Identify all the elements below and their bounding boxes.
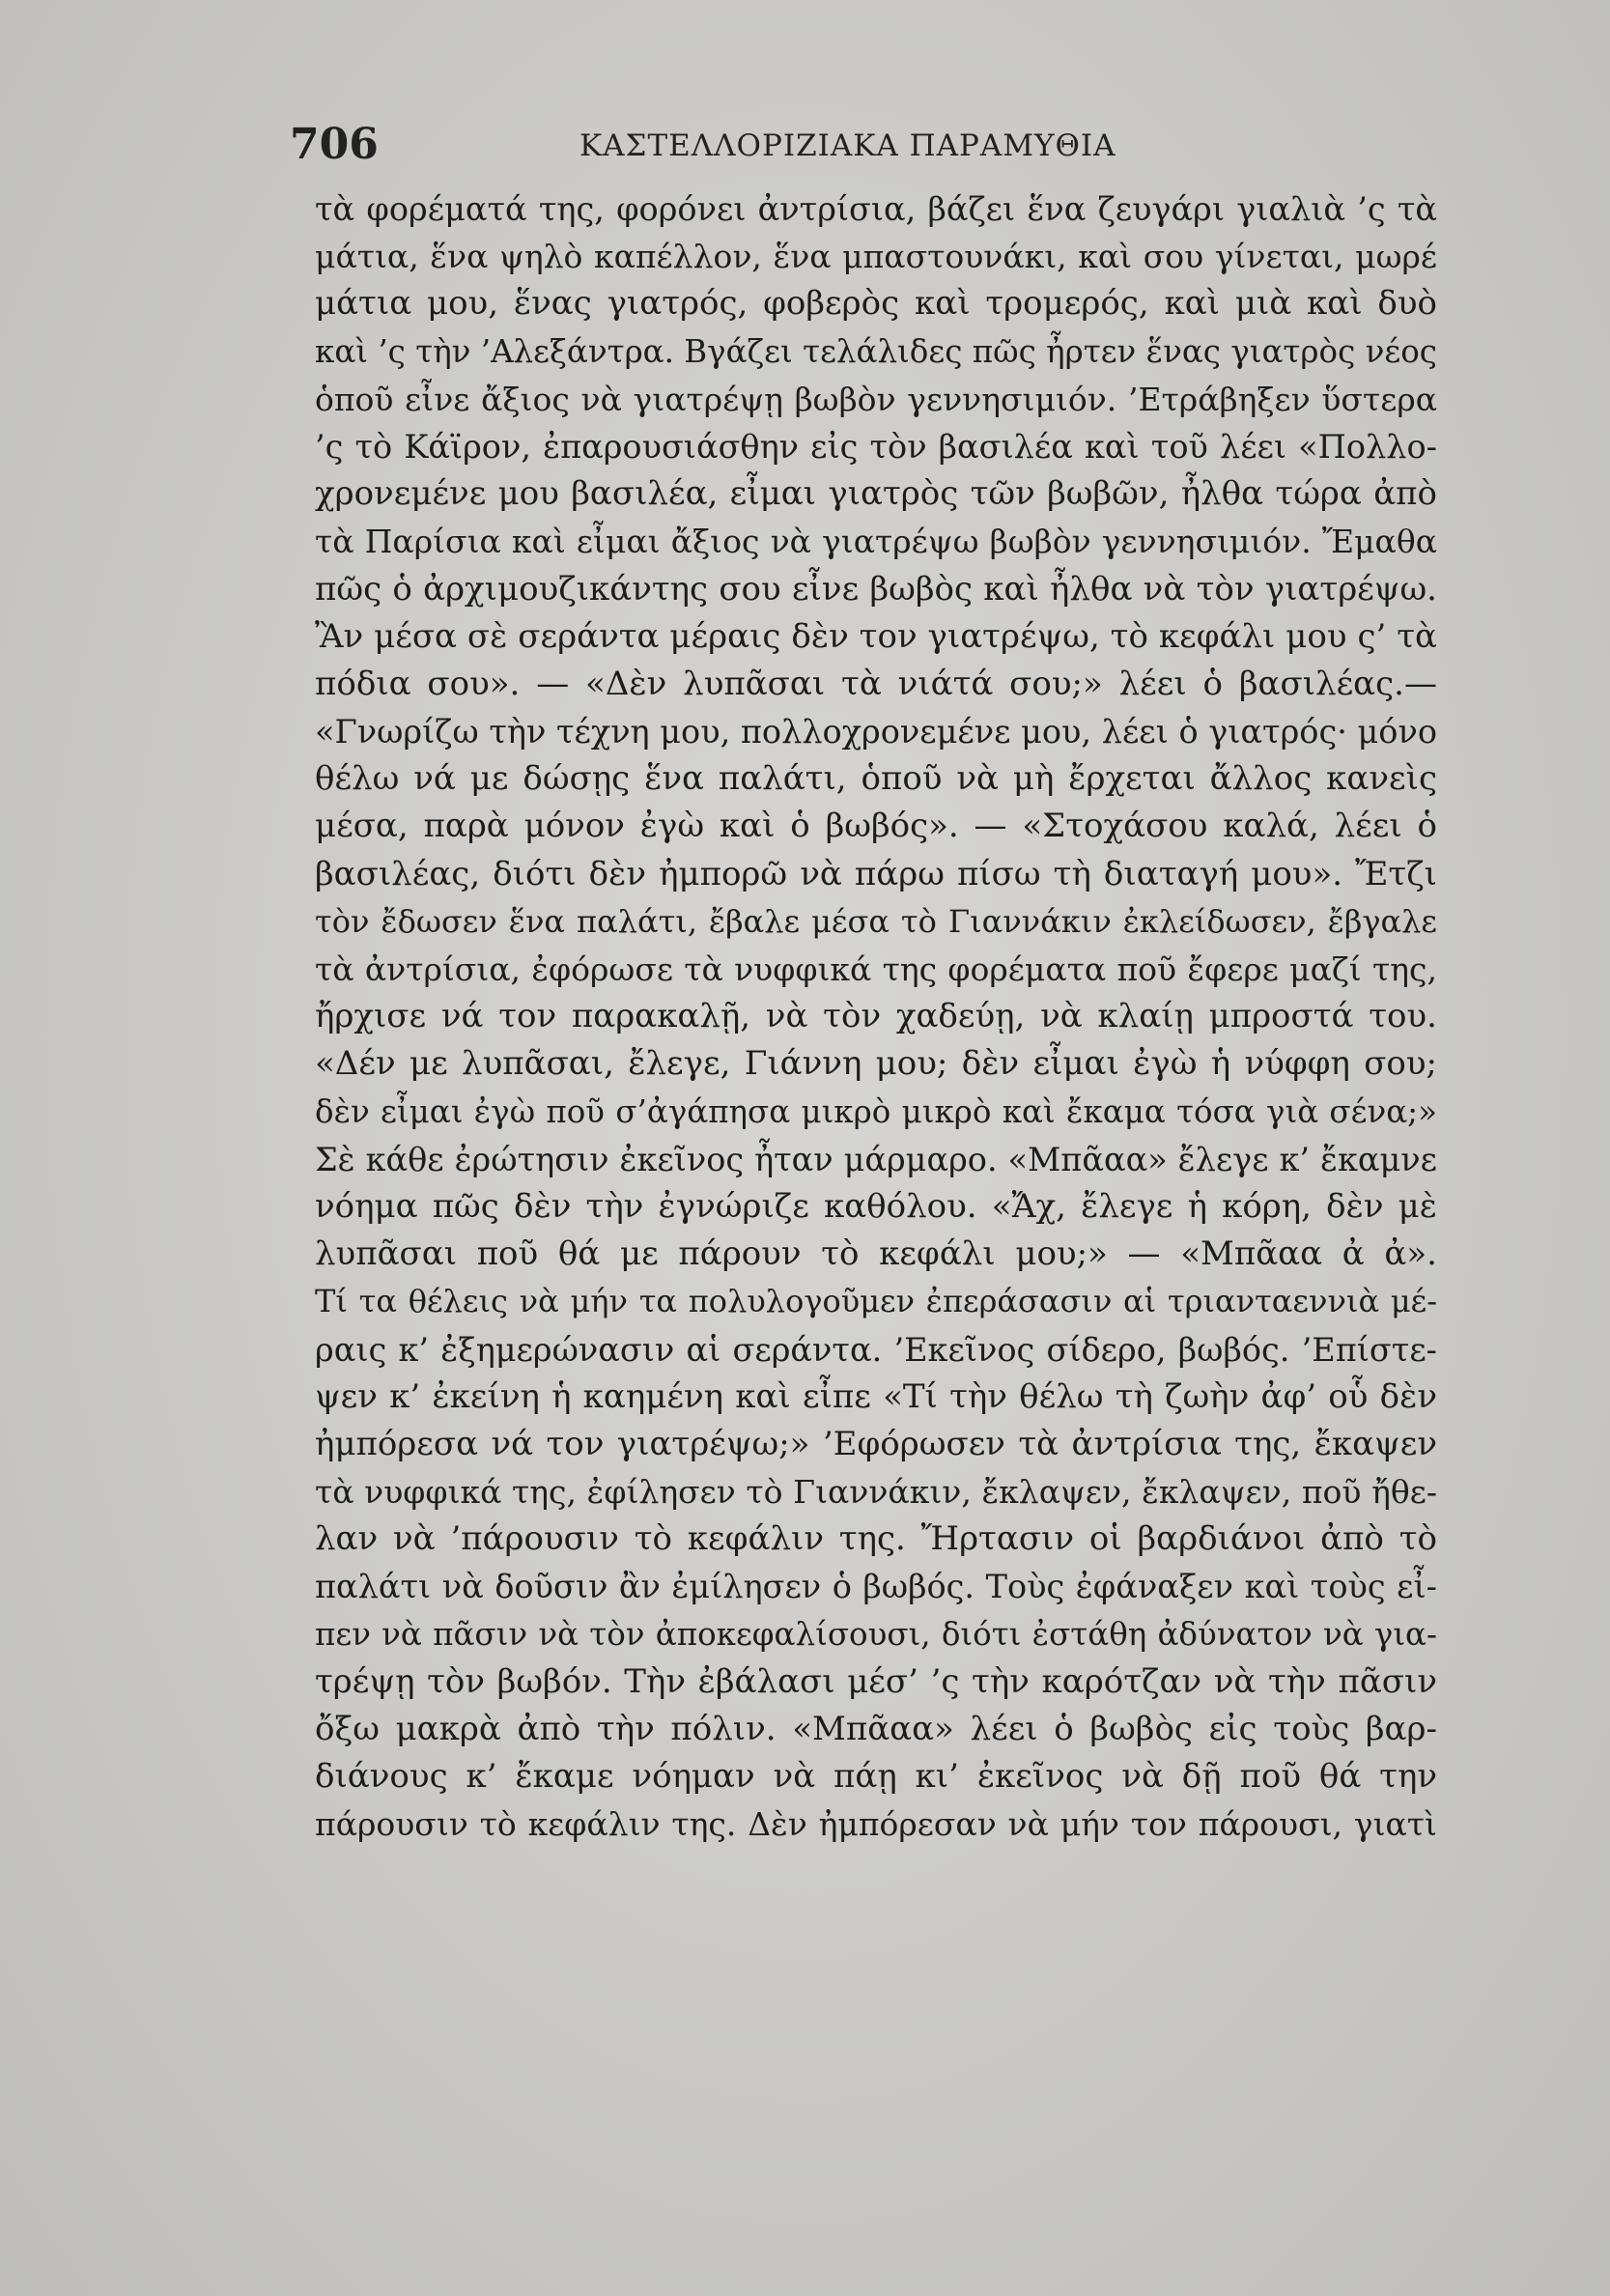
text-line: θέλω νά με δώσῃς ἕνα παλάτι, ὁποῦ νὰ μὴ ἔρχεται ἄλλος κανεὶς [315, 759, 1437, 799]
text-line: λαν νὰ ’πάρουσιν τὸ κεφάλιν της. Ἤρτασιν οἱ βαρδιάνοι ἀπὸ τὸ [315, 1519, 1437, 1559]
running-title: ΚΑΣΤΕΛΛΟΡΙΖΙΑΚΑ ΠΑΡΑΜΥΘΙΑ [579, 128, 1116, 163]
text-line: λυπᾶσαι ποῦ θά με πάρουν τὸ κεφάλι μου;» — «Μπᾶαα ἀ ἀ». [315, 1234, 1437, 1274]
text-line: ἤρχισε νά τον παρακαλῇ, νὰ τὸν χαδεύῃ, νὰ κλαίῃ μπροστά του. [315, 997, 1437, 1036]
text-line: ὁποῦ εἶνε ἄξιος νὰ γιατρέψῃ βωβὸν γεννησιμιόν. ’Ετράβηξεν ὕστερα [315, 380, 1437, 418]
page-number: 706 [290, 120, 379, 169]
text-line: ὄξω μακρὰ ἀπὸ τὴν πόλιν. «Μπᾶαα» λέει ὁ βωβὸς εἰς τοὺς βαρ- [315, 1710, 1437, 1748]
text-line: πῶς ὁ ἀρχιμουζικάντης σου εἶνε βωβὸς καὶ ἦλθα νὰ τὸν γιατρέψω. [315, 569, 1437, 609]
text-line: ’ς τὸ Κάϊρον, ἐπαρουσιάσθην εἰς τὸν βασιλέα καὶ τοῦ λέει «Πολλο- [315, 427, 1437, 466]
text-line: ψεν κ’ ἐκείνη ἡ καημένη καὶ εἶπε «Τί τὴν θέλω τὴ ζωὴν ἀφ’ οὗ δὲν [315, 1376, 1437, 1416]
text-line: τὰ φορέματά της, φορόνει ἀντρίσια, βάζει ἕνα ζευγάρι γιαλιὰ ’ς τὰ [315, 190, 1437, 228]
text-line: μέσα, παρὰ μόνον ἐγὼ καὶ ὁ βωβός». — «Στοχάσου καλά, λέει ὁ [315, 807, 1437, 846]
text-line: πεν νὰ πᾶσιν νὰ τὸν ἀποκεφαλίσουσι, διότι ἐστάθη ἀδύνατον νὰ για- [315, 1615, 1437, 1653]
text-line: τὰ νυφφικά της, ἐφίλησεν τὸ Γιαννάκιν, ἔκλαψεν, ἔκλαψεν, ποῦ ἤθε- [315, 1473, 1437, 1512]
text-line: ραις κ’ ἐξημερώνασιν αἱ σεράντα. ’Εκεῖνος σίδερο, βωβός. ’Επίστε- [315, 1330, 1437, 1369]
text-line: «Δέν με λυπᾶσαι, ἔλεγε, Γιάννη μου; δὲν εἶμαι ἐγὼ ἡ νύφφη σου; [315, 1044, 1437, 1084]
text-line: καὶ ’ς τὴν ’Αλεξάντρα. Βγάζει τελάλιδες πῶς ἦρτεν ἕνας γιατρὸς νέος [315, 332, 1437, 370]
text-line: μάτια, ἕνα ψηλὸ καπέλλον, ἕνα μπαστουνάκι, καὶ σου γίνεται, μωρέ [315, 238, 1437, 276]
text-line: πάρουσιν τὸ κεφάλιν της. Δὲν ἠμπόρεσαν νὰ μήν τον πάρουσι, γιατὶ [315, 1805, 1437, 1844]
text-line: τὰ ἀντρίσια, ἐφόρωσε τὰ νυφφικά της φορέματα ποῦ ἔφερε μαζί της, [315, 950, 1437, 988]
text-line: μάτια μου, ἕνας γιατρός, φοβερὸς καὶ τρομερός, καὶ μιὰ καὶ δυὸ [315, 284, 1437, 324]
text-line: νόημα πῶς δὲν τὴν ἐγνώριζε καθόλου. «Ἄχ, ἔλεγε ἡ κόρη, δὲν μὲ [315, 1186, 1437, 1226]
text-line: τὰ Παρίσια καὶ εἶμαι ἄξιος νὰ γιατρέψω βωβὸν γεννησιμιόν. Ἔμαθα [315, 523, 1437, 561]
text-line: διάνους κ’ ἔκαμε νόημαν νὰ πάῃ κι’ ἐκεῖνος νὰ δῇ ποῦ θά την [315, 1757, 1437, 1797]
text-line: «Γνωρίζω τὴν τέχνη μου, πολλοχρονεμένε μου, λέει ὁ γιατρός· μόνο [315, 713, 1437, 751]
text-line: τρέψῃ τὸν βωβόν. Τὴν ἐβάλασι μέσ’ ’ς τὴν καρότζαν νὰ τὴν πᾶσιν [315, 1661, 1437, 1701]
text-line: Τί τα θέλεις νὰ μήν τα πολυλογοῦμεν ἐπεράσασιν αἱ τριανταεννιὰ μέ- [315, 1283, 1437, 1320]
body-text [315, 185, 1437, 1849]
text-line: βασιλέας, διότι δὲν ἠμπορῶ νὰ πάρω πίσω τὴ διαταγή μου». Ἔτζι [315, 854, 1437, 893]
text-line: Σὲ κάθε ἐρώτησιν ἐκεῖνος ἦταν μάρμαρο. «Μπᾶαα» ἔλεγε κ’ ἔκαμνε [315, 1140, 1437, 1178]
text-line: πόδια σου». — «Δὲν λυπᾶσαι τὰ νιάτά σου;» λέει ὁ βασιλέας.— [315, 664, 1437, 703]
text-line: παλάτι νὰ δοῦσιν ἂν ἐμίλησεν ὁ βωβός. Τοὺς ἐφάναξεν καὶ τοὺς εἶ- [315, 1568, 1437, 1606]
page-header [290, 116, 1159, 174]
text-line: ἠμπόρεσα νά τον γιατρέψω;» ’Εφόρωσεν τὰ ἀντρίσια της, ἔκαψεν [315, 1424, 1437, 1463]
text-line: χρονεμένε μου βασιλέα, εἶμαι γιατρὸς τῶν βωβῶν, ἦλθα τώρα ἀπὸ [315, 474, 1437, 514]
text-line: τὸν ἔδωσεν ἕνα παλάτι, ἔβαλε μέσα τὸ Γιαννάκιν ἐκλείδωσεν, ἔβγαλε [315, 902, 1437, 940]
text-line: δὲν εἶμαι ἐγὼ ποῦ σ’ἀγάπησα μικρὸ μικρὸ καὶ ἔκαμα τόσα γιὰ σένα;» [315, 1092, 1437, 1130]
text-line: Ἂν μέσα σὲ σεράντα μέραις δὲν τον γιατρέψω, τὸ κεφάλι μου ς’ τὰ [315, 616, 1437, 656]
